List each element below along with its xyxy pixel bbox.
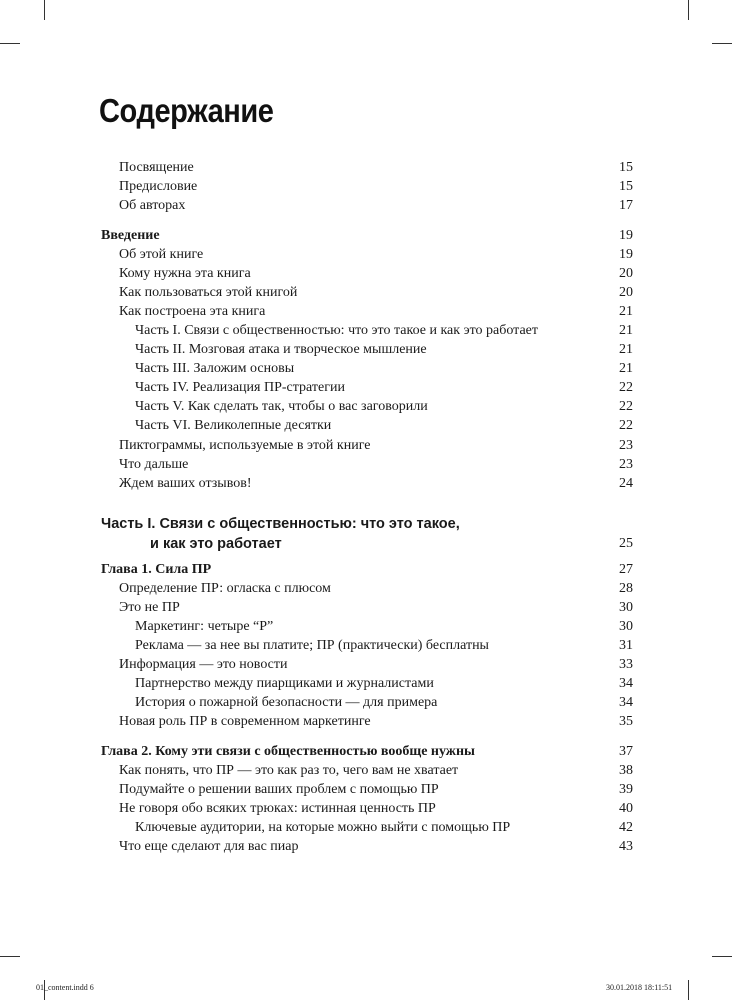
toc-entry xyxy=(0,158,732,177)
toc-page-number: 31 xyxy=(619,638,633,653)
toc-entry xyxy=(0,397,732,416)
footer-datetime: 30.01.2018 18:11:51 xyxy=(606,983,673,992)
toc-entry-title: Часть IV. Реализация ПР-стратегии xyxy=(135,380,345,395)
toc-page-number: 34 xyxy=(619,695,633,710)
toc-entry-title: Часть I. Связи с общественностью: что это такое и как это работает xyxy=(135,323,538,338)
toc-entry xyxy=(0,436,732,455)
toc-page-number: 15 xyxy=(619,160,633,175)
toc-page-number: 20 xyxy=(619,266,633,281)
toc-entry xyxy=(0,761,732,780)
toc-entry xyxy=(0,455,732,474)
toc-entry-title: Часть VI. Великолепные десятки xyxy=(135,418,332,433)
toc-part-title-line1: Часть I. Связи с общественностью: что это такое, xyxy=(101,516,460,532)
toc-entry-title: Глава 2. Кому эти связи с общественностью вообще нужны xyxy=(101,744,475,759)
toc-page-number: 25 xyxy=(619,536,633,551)
toc-entry xyxy=(0,264,732,283)
toc-page-number: 28 xyxy=(619,581,633,596)
toc-entry-title: Ждем ваших отзывов! xyxy=(119,476,252,491)
toc-entry xyxy=(0,598,732,617)
toc-entry-title: Об авторах xyxy=(119,198,186,213)
toc-page-number: 20 xyxy=(619,285,633,300)
toc-page-number: 38 xyxy=(619,763,633,778)
toc-entry-title: Часть III. Заложим основы xyxy=(135,361,295,376)
toc-entry-title: Определение ПР: огласка с плюсом xyxy=(119,581,331,596)
toc-entry xyxy=(0,780,732,799)
toc-entry-title: Как понять, что ПР — это как раз то, чего вам не хватает xyxy=(119,763,459,778)
toc-entry xyxy=(0,636,732,655)
toc-entry xyxy=(0,617,732,636)
toc-entry xyxy=(0,712,732,731)
toc-part-title-line2: и как это работает xyxy=(150,536,282,552)
toc-page-number: 21 xyxy=(619,361,633,376)
page-title: Содержание xyxy=(99,92,274,129)
toc-page-number: 19 xyxy=(619,228,633,243)
toc-entry xyxy=(0,837,732,856)
toc-page-number: 21 xyxy=(619,304,633,319)
toc-page-number: 23 xyxy=(619,457,633,472)
toc-page-number: 39 xyxy=(619,782,633,797)
toc-page-number: 42 xyxy=(619,820,633,835)
toc-entry-title: Посвящение xyxy=(119,160,194,175)
footer-file-name: 01_content.indd 6 xyxy=(36,983,94,992)
toc-entry xyxy=(0,378,732,397)
toc-entry-title: Новая роль ПР в современном маркетинге xyxy=(119,714,371,729)
toc-entry-title: Пиктограммы, используемые в этой книге xyxy=(119,438,371,453)
toc-entry-title: Маркетинг: четыре “Р” xyxy=(135,619,274,634)
toc-entry-title: Реклама — за нее вы платите; ПР (практически) бесплатны xyxy=(135,638,489,653)
toc-page-number: 21 xyxy=(619,342,633,357)
toc-entry-title: Это не ПР xyxy=(119,600,180,615)
crop-mark xyxy=(712,956,732,957)
toc-entry xyxy=(0,799,732,818)
toc-page-number: 22 xyxy=(619,418,633,433)
toc-entry xyxy=(0,818,732,837)
toc-entry xyxy=(0,283,732,302)
toc-entry xyxy=(0,674,732,693)
toc-entry-title: Об этой книге xyxy=(119,247,204,262)
toc-entry-title: Партнерство между пиарщиками и журналистами xyxy=(135,676,434,691)
toc-entry-title: История о пожарной безопасности — для примера xyxy=(135,695,438,710)
toc-entry xyxy=(0,196,732,215)
toc-page-number: 33 xyxy=(619,657,633,672)
crop-mark xyxy=(0,956,20,957)
toc-page-number: 17 xyxy=(619,198,633,213)
crop-mark xyxy=(688,980,689,1000)
crop-mark xyxy=(0,43,20,44)
toc-entry-title: Часть V. Как сделать так, чтобы о вас заговорили xyxy=(135,399,428,414)
crop-mark xyxy=(688,0,689,20)
crop-mark xyxy=(712,43,732,44)
toc-page-number: 23 xyxy=(619,438,633,453)
toc-entry xyxy=(0,416,732,435)
toc-entry-title: Предисловие xyxy=(119,179,198,194)
toc-entry xyxy=(0,579,732,598)
toc-page-number: 35 xyxy=(619,714,633,729)
toc-page-number: 27 xyxy=(619,562,633,577)
toc-entry-title: Не говоря обо всяких трюках: истинная ценность ПР xyxy=(119,801,436,816)
toc-page-number: 43 xyxy=(619,839,633,854)
toc-entry-title: Глава 1. Сила ПР xyxy=(101,562,212,577)
toc-page-number: 30 xyxy=(619,600,633,615)
toc-page-number: 40 xyxy=(619,801,633,816)
toc-page-number: 22 xyxy=(619,380,633,395)
toc-entry-title: Ключевые аудитории, на которые можно выйти с помощью ПР xyxy=(135,820,511,835)
toc-entry xyxy=(0,693,732,712)
toc-entry-title: Подумайте о решении ваших проблем с помощью ПР xyxy=(119,782,439,797)
toc-section-heading xyxy=(0,742,732,761)
toc-page-number: 30 xyxy=(619,619,633,634)
toc-page-number: 21 xyxy=(619,323,633,338)
toc-entry xyxy=(0,321,732,340)
toc-entry xyxy=(0,474,732,493)
toc-entry-title: Информация — это новости xyxy=(119,657,288,672)
toc-entry-title: Кому нужна эта книга xyxy=(119,266,251,281)
toc-entry-title: Как построена эта книга xyxy=(119,304,266,319)
toc-entry-title: Введение xyxy=(101,228,160,243)
toc-page-number: 22 xyxy=(619,399,633,414)
toc-section-heading xyxy=(0,560,732,579)
toc-entry xyxy=(0,655,732,674)
toc-page-number: 19 xyxy=(619,247,633,262)
toc-entry xyxy=(0,340,732,359)
toc-entry-title: Часть II. Мозговая атака и творческое мышление xyxy=(135,342,427,357)
crop-mark xyxy=(44,0,45,20)
toc-entry-title: Что дальше xyxy=(119,457,189,472)
toc-entry xyxy=(0,177,732,196)
toc-page-number: 37 xyxy=(619,744,633,759)
toc-entry-title: Что еще сделают для вас пиар xyxy=(119,839,299,854)
toc-entry xyxy=(0,302,732,321)
toc-entry xyxy=(0,245,732,264)
toc-section-heading xyxy=(0,226,732,245)
toc-page-number: 34 xyxy=(619,676,633,691)
toc-page-number: 24 xyxy=(619,476,633,491)
toc-page-number: 15 xyxy=(619,179,633,194)
toc-entry xyxy=(0,359,732,378)
toc-entry-title: Как пользоваться этой книгой xyxy=(119,285,298,300)
